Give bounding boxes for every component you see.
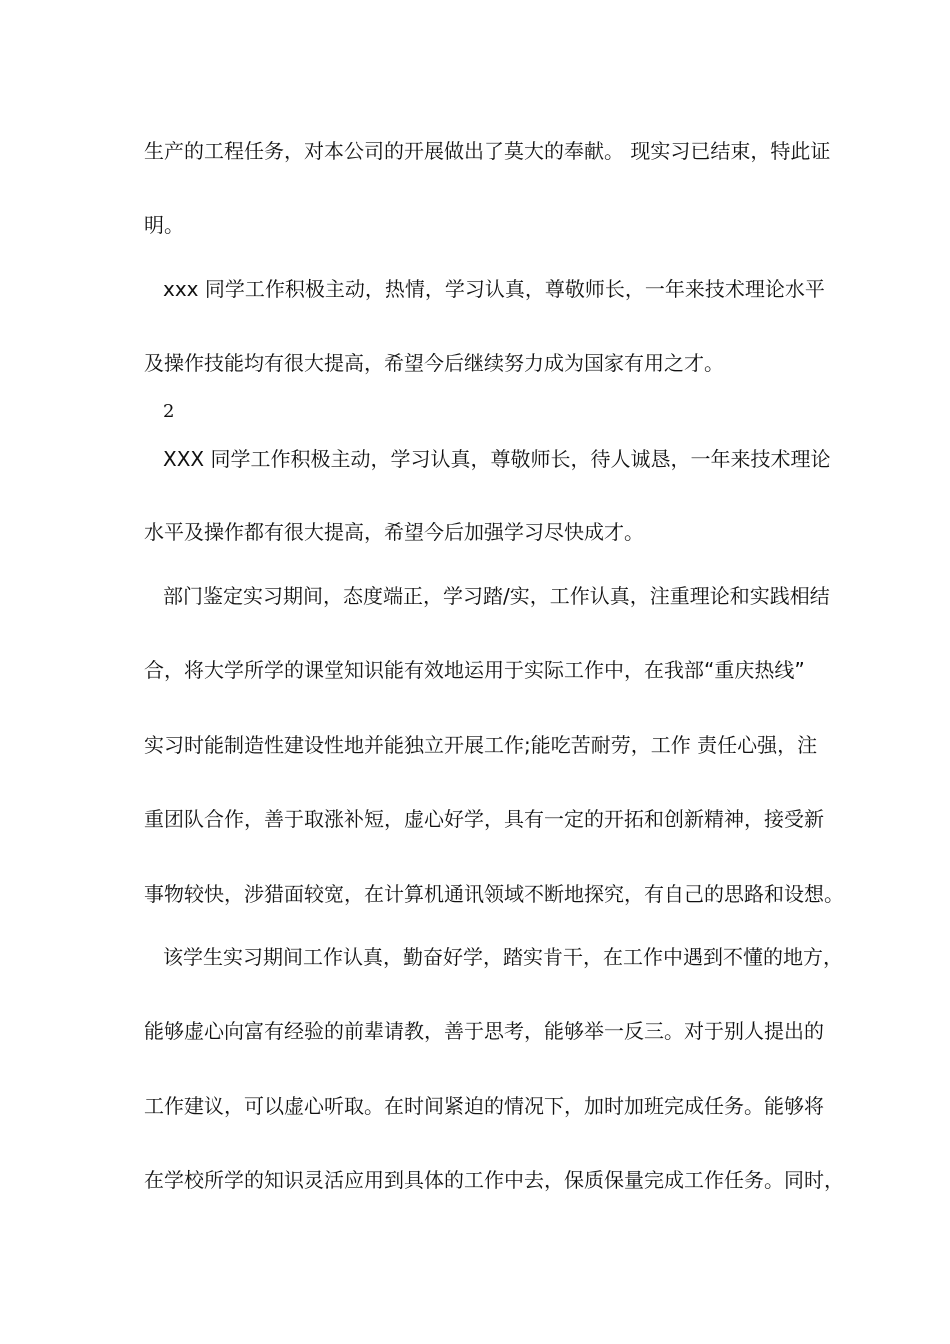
- text-line: 实习时能制造性建设性地并能独立开展工作;能吃苦耐劳，工作 责任心强，注: [144, 733, 818, 757]
- text-line: xxx 同学工作积极主动，热情，学习认真，尊敬师长，一年来技术理论水平: [163, 277, 825, 301]
- text-line: 能够虚心向富有经验的前辈请教，善于思考，能够举一反三。对于别人提出的: [144, 1019, 824, 1043]
- text-line: 该学生实习期间工作认真，勤奋好学，踏实肯干，在工作中遇到不懂的地方，: [163, 945, 843, 969]
- text-line: 生产的工程任务，对本公司的开展做出了莫大的奉献。 现实习已结束，特此证: [144, 139, 831, 163]
- text-line: 及操作技能均有很大提高，希望今后继续努力成为国家有用之才。: [144, 351, 724, 375]
- text-line: 水平及操作都有很大提高，希望今后加强学习尽快成才。: [144, 520, 644, 544]
- text-line: 重团队合作，善于取涨补短，虚心好学，具有一定的开拓和创新精神，接受新: [144, 807, 824, 831]
- page-number: 2: [163, 401, 175, 422]
- text-line: 部门鉴定实习期间，态度端正，学习踏/实，工作认真，注重理论和实践相结: [163, 584, 830, 608]
- text-line: 在学校所学的知识灵活应用到具体的工作中去，保质保量完成工作任务。同时，: [144, 1168, 844, 1192]
- text-line: XXX 同学工作积极主动，学习认真，尊敬师长，待人诚恳，一年来技术理论: [163, 447, 831, 471]
- text-line: 合，将大学所学的课堂知识能有效地运用于实际工作中，在我部“重庆热线”: [144, 658, 805, 682]
- text-line: 明。: [144, 213, 184, 237]
- text-line: 工作建议，可以虚心听取。在时间紧迫的情况下，加时加班完成任务。能够将: [144, 1094, 824, 1118]
- text-line: 事物较快，涉猎面较宽，在计算机通讯领域不断地探究，有自己的思路和设想。: [144, 882, 844, 906]
